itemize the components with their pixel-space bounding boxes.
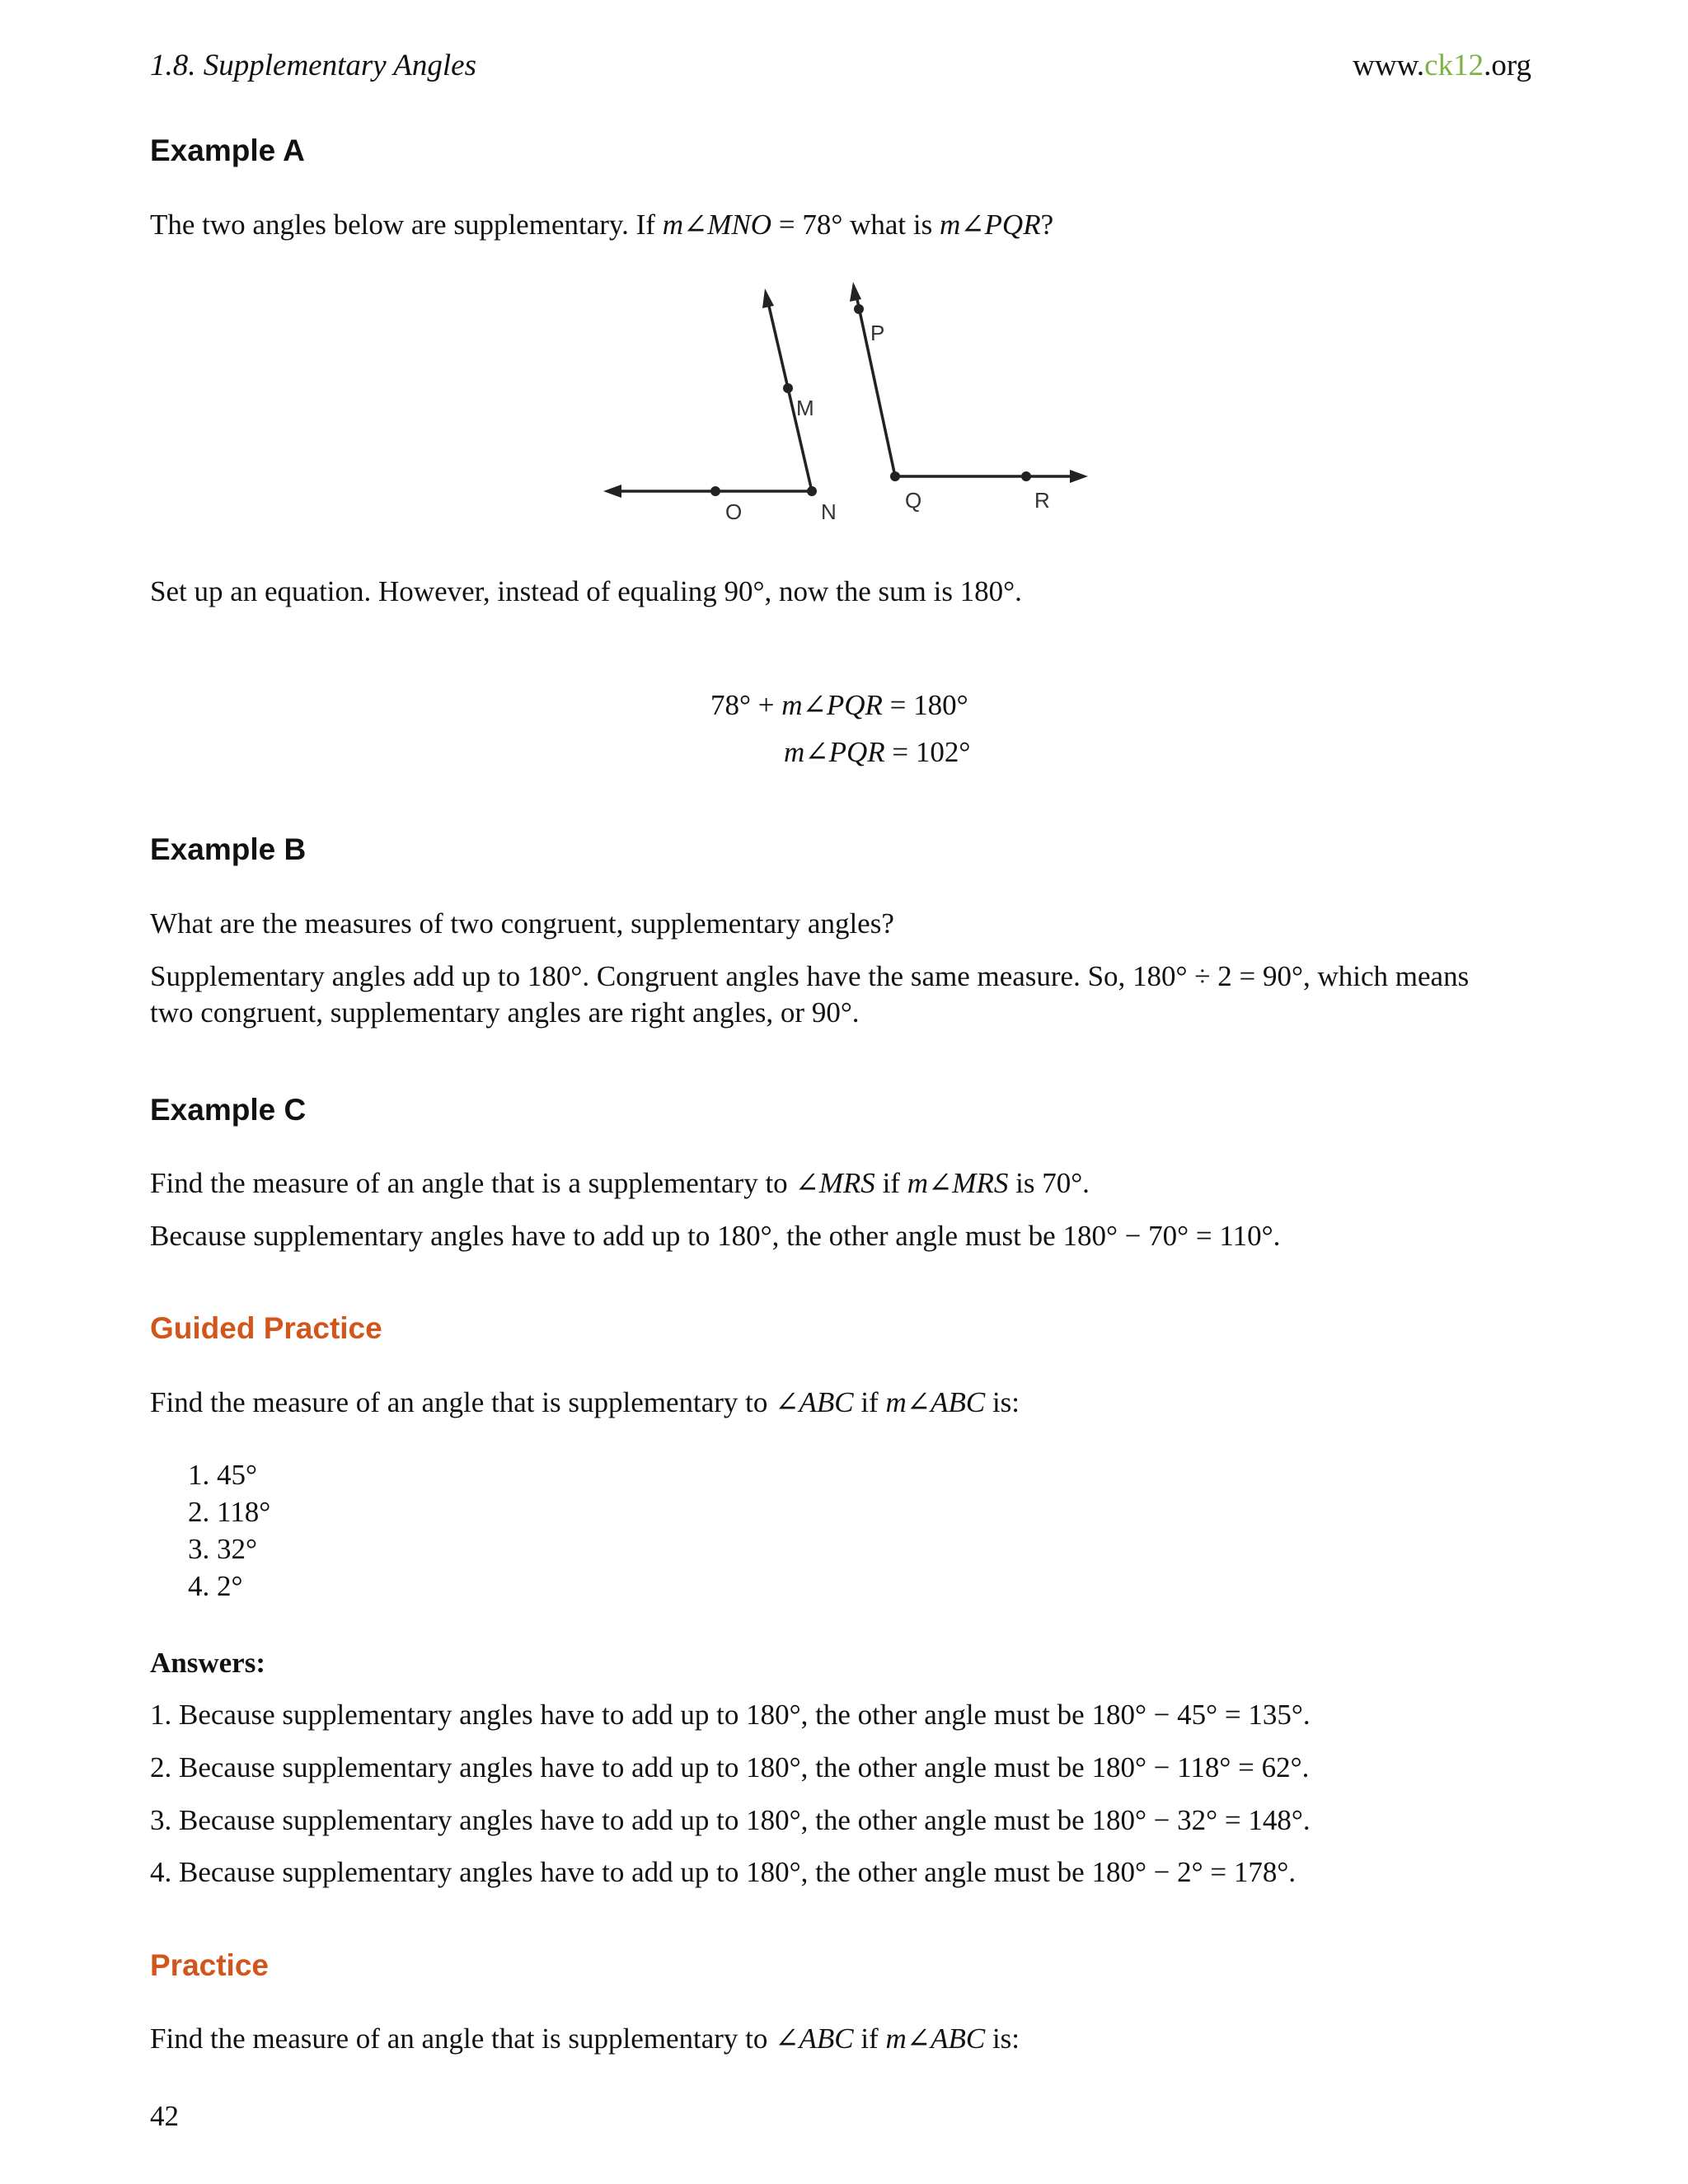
text: is 70°. [1008, 1167, 1090, 1199]
text: = 102° [884, 736, 971, 768]
text: Find the measure of an angle that is supplementary to [150, 2022, 776, 2055]
point-m [783, 383, 793, 393]
example-b-title: Example B [150, 832, 307, 866]
answer-2: 2. Because supplementary angles have to add up to 180°, the other angle must be 180° − 118° = 62°. [150, 1751, 1310, 1783]
text: ? [1040, 209, 1054, 241]
math-expression: m∠PQR [784, 736, 885, 768]
label-q: Q [905, 488, 922, 513]
list-item: 2. 118° [188, 1496, 271, 1528]
text: = 78° what is [771, 209, 940, 241]
point-o [710, 486, 720, 496]
answer-4: 4. Because supplementary angles have to add up to 180°, the other angle must be 180° − 2° = 178°. [150, 1856, 1296, 1888]
list-item: 4. 2° [188, 1570, 243, 1602]
text: The two angles below are supplementary. If [150, 209, 663, 241]
math-expression: ∠MRS [795, 1167, 875, 1199]
equation-line-2 [784, 736, 970, 769]
math-expression: ∠ABC [775, 2022, 854, 2055]
guided-practice-title: Guided Practice [150, 1311, 382, 1345]
label-p: P [870, 321, 885, 345]
math-expression: m∠MNO [662, 209, 772, 241]
site-accent: ck12 [1424, 49, 1484, 82]
example-c-question [150, 1165, 1090, 1202]
example-a-question [150, 206, 1053, 244]
text: is: [985, 1386, 1020, 1418]
answer-1: 1. Because supplementary angles have to add up to 180°, the other angle must be 180° − 45° = 135°. [150, 1699, 1311, 1731]
label-o: O [725, 499, 743, 524]
point-q [890, 471, 900, 481]
math-expression: m∠ABC [885, 2022, 986, 2055]
math-expression: m∠MRS [907, 1167, 1009, 1199]
point-r [1021, 471, 1031, 481]
running-header-site [1353, 48, 1531, 83]
text: = 180° [882, 689, 968, 721]
equation-line-1 [710, 689, 968, 722]
label-r: R [1034, 488, 1050, 513]
example-b-answer-line-2: two congruent, supplementary angles are right angles, or 90°. [150, 996, 860, 1029]
text: if [874, 1167, 907, 1199]
text: is: [985, 2022, 1020, 2055]
example-c-title: Example C [150, 1093, 307, 1127]
example-a-title: Example A [150, 134, 305, 167]
example-a-setup: Set up an equation. However, instead of equaling 90°, now the sum is 180°. [150, 575, 1022, 607]
point-n [807, 486, 817, 496]
arrowhead [850, 282, 861, 302]
practice-question [150, 2020, 1020, 2058]
running-header-section: 1.8. Supplementary Angles [150, 49, 476, 82]
answers-label: Answers: [150, 1647, 265, 1679]
guided-practice-list [188, 1456, 270, 1605]
text: Find the measure of an angle that is a supplementary to [150, 1167, 795, 1199]
practice-title: Practice [150, 1948, 269, 1982]
arrowhead [762, 288, 774, 308]
list-item: 3. 32° [188, 1533, 257, 1565]
text: 78° + [710, 689, 782, 721]
example-b-question: What are the measures of two congruent, supplementary angles? [150, 907, 894, 940]
list-item: 1. 45° [188, 1459, 257, 1491]
example-c-answer: Because supplementary angles have to add up to 180°, the other angle must be 180° − 70° = 110°. [150, 1220, 1281, 1252]
answer-3: 3. Because supplementary angles have to add up to 180°, the other angle must be 180° − 32° = 148°. [150, 1804, 1311, 1836]
text: if [853, 1386, 886, 1418]
text: Find the measure of an angle that is supplementary to [150, 1386, 776, 1418]
site-suffix: .org [1484, 49, 1531, 82]
point-p [854, 304, 864, 314]
site-prefix: www. [1353, 49, 1425, 82]
arrowhead [1070, 470, 1088, 483]
arrowhead [603, 485, 621, 498]
math-expression: m∠PQR [781, 689, 883, 721]
math-expression: ∠ABC [775, 1386, 854, 1418]
guided-practice-question [150, 1384, 1020, 1422]
label-m: M [796, 396, 814, 420]
math-expression: m∠ABC [885, 1386, 986, 1418]
text: if [853, 2022, 886, 2055]
supplementary-angles-figure [593, 280, 1104, 536]
page-number: 42 [150, 2100, 179, 2132]
math-expression: m∠PQR [939, 209, 1041, 241]
example-b-answer-line-1: Supplementary angles add up to 180°. Congruent angles have the same measure. So, 180° ÷ 2 = 90°, which means [150, 960, 1470, 992]
label-n: N [821, 499, 837, 524]
